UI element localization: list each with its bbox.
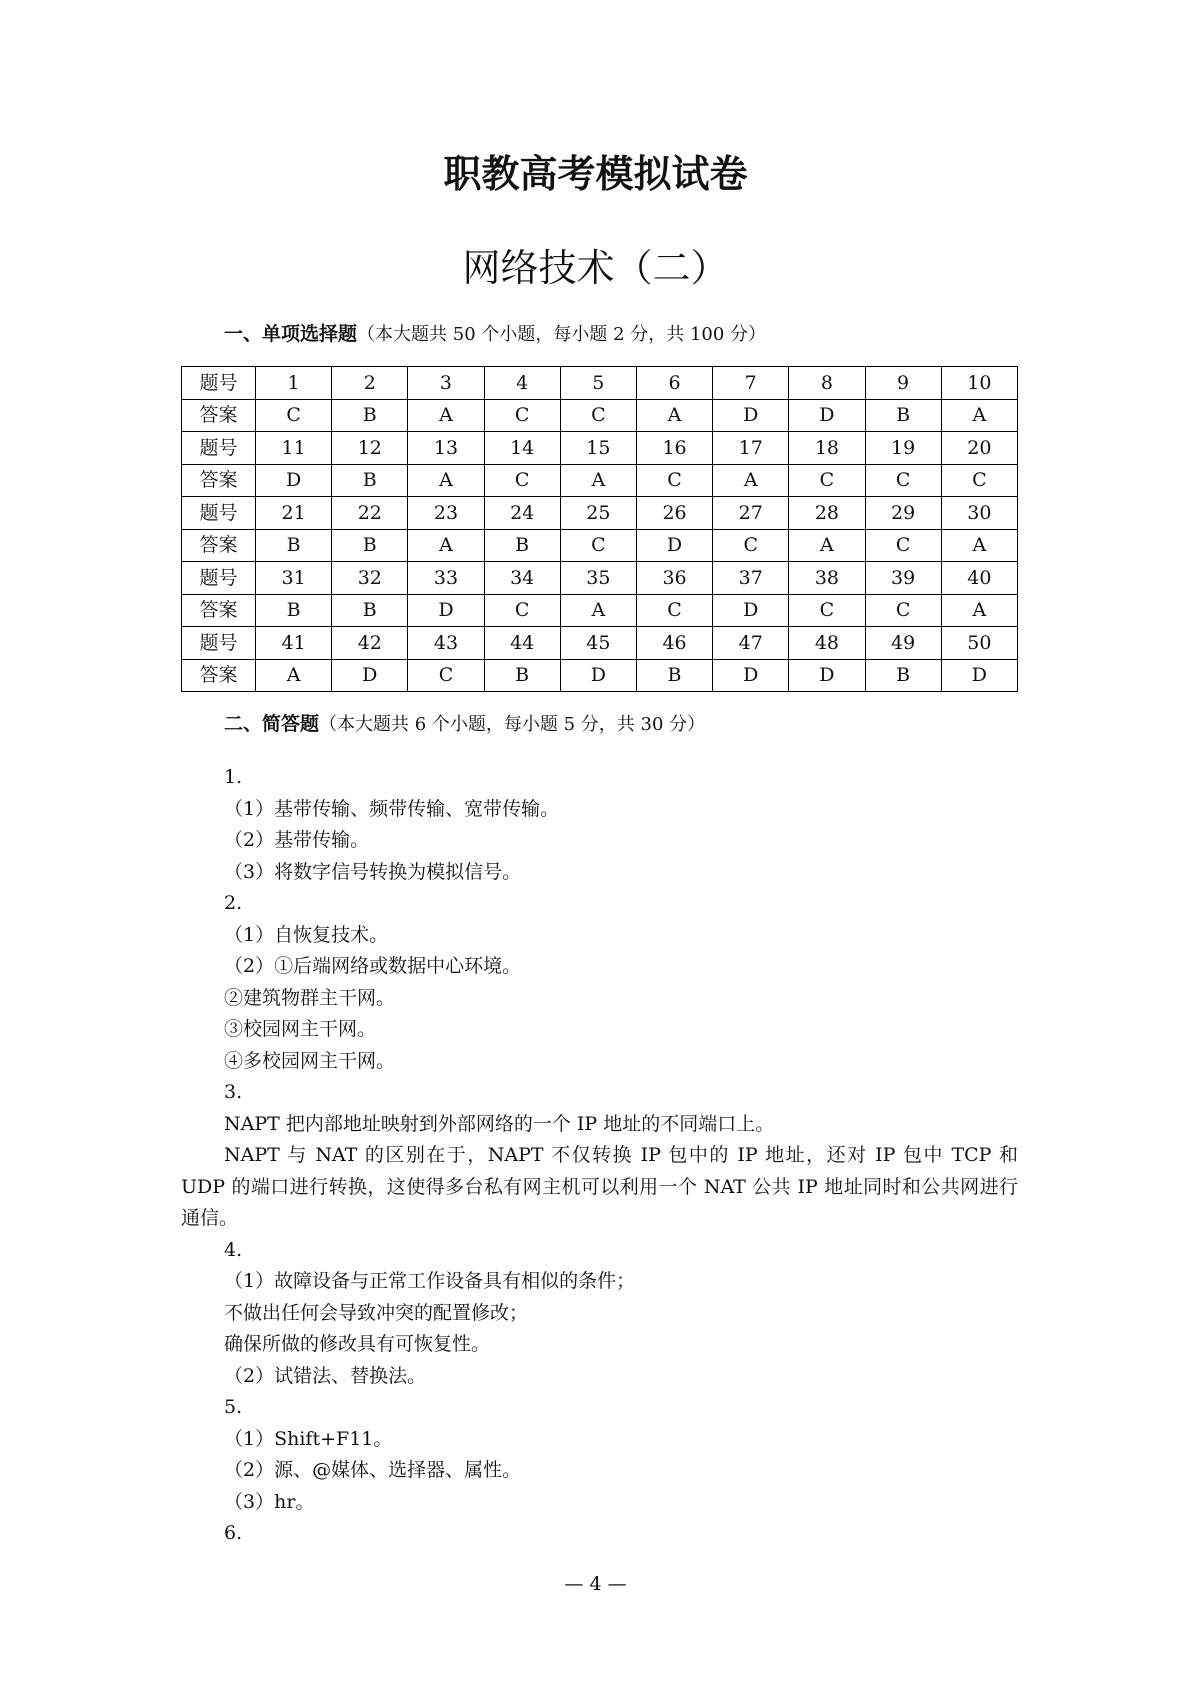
answer-cell: B — [484, 529, 560, 562]
question-number-row — [182, 367, 1018, 400]
answer-cell: B — [256, 529, 332, 562]
answer-cell: A — [408, 399, 484, 432]
question-number-cell: 41 — [256, 627, 332, 660]
answer-line: 5. — [224, 1396, 243, 1418]
question-number-cell: 10 — [941, 367, 1017, 400]
answer-cell: B — [865, 399, 941, 432]
answer-cell: C — [408, 659, 484, 692]
question-number-row-label: 题号 — [182, 367, 256, 400]
answer-row — [182, 529, 1018, 562]
question-number-cell: 44 — [484, 627, 560, 660]
exam-title: 职教高考模拟试卷 — [443, 152, 748, 196]
answer-cell: C — [865, 529, 941, 562]
question-number-cell: 48 — [789, 627, 865, 660]
answer-line: （2）①后端网络或数据中心环境。 — [224, 955, 522, 977]
question-number-cell: 8 — [789, 367, 865, 400]
answer-cell: A — [636, 399, 712, 432]
question-number-cell: 30 — [941, 497, 1017, 530]
question-number-cell: 3 — [408, 367, 484, 400]
answer-cell: D — [789, 659, 865, 692]
section-2-note: （本大题共 6 个小题，每小题 5 分，共 30 分） — [319, 714, 706, 735]
answer-line: （2）基带传输。 — [224, 829, 370, 851]
answer-cell: A — [560, 594, 636, 627]
question-number-cell: 34 — [484, 562, 560, 595]
question-number-cell: 9 — [865, 367, 941, 400]
question-number-cell: 1 — [256, 367, 332, 400]
answer-cell: D — [636, 529, 712, 562]
question-number-cell: 39 — [865, 562, 941, 595]
answer-cell: C — [636, 594, 712, 627]
answer-cell: B — [332, 464, 408, 497]
answer-line: （3）hr。 — [224, 1490, 315, 1513]
answer-row — [182, 594, 1018, 627]
question-number-cell: 43 — [408, 627, 484, 660]
question-number-cell: 11 — [256, 432, 332, 465]
answer-line: （1）Shift+F11。 — [224, 1427, 393, 1450]
question-number-cell: 27 — [713, 497, 789, 530]
page-number: — 4 — — [564, 1573, 627, 1595]
answer-row — [182, 659, 1018, 692]
question-number-cell: 28 — [789, 497, 865, 530]
question-number-row — [182, 562, 1018, 595]
answer-line: （2）试错法、替换法。 — [224, 1364, 427, 1387]
question-number-row — [182, 627, 1018, 660]
answer-cell: A — [713, 464, 789, 497]
answer-cell: A — [789, 529, 865, 562]
question-number-cell: 15 — [560, 432, 636, 465]
answer-cell: D — [256, 464, 332, 497]
answer-line: ②建筑物群主干网。 — [224, 986, 396, 1009]
answer-line: ④多校园网主干网。 — [224, 1049, 396, 1072]
answer-cell: B — [636, 659, 712, 692]
short-answers — [181, 762, 1018, 1550]
question-number-cell: 29 — [865, 497, 941, 530]
question-number-cell: 49 — [865, 627, 941, 660]
question-number-cell: 47 — [713, 627, 789, 660]
question-number-cell: 6 — [636, 367, 712, 400]
answer-line: 4. — [224, 1238, 243, 1261]
answer-cell: A — [941, 529, 1017, 562]
answer-cell: C — [865, 464, 941, 497]
answer-cell: B — [484, 659, 560, 692]
answer-line: ③校园网主干网。 — [224, 1018, 377, 1040]
section-1-title: 一、单项选择题 — [224, 323, 358, 345]
answer-cell: C — [865, 594, 941, 627]
question-number-row — [182, 497, 1018, 530]
answer-cell: A — [560, 464, 636, 497]
question-number-cell: 33 — [408, 562, 484, 595]
question-number-cell: 7 — [713, 367, 789, 400]
question-number-cell: 35 — [560, 562, 636, 595]
answer-cell: A — [256, 659, 332, 692]
answer-cell: D — [332, 659, 408, 692]
question-number-cell: 46 — [636, 627, 712, 660]
answer-row-label: 答案 — [182, 399, 256, 432]
question-number-cell: 18 — [789, 432, 865, 465]
question-number-row — [182, 432, 1018, 465]
question-number-cell: 45 — [560, 627, 636, 660]
question-number-row-label: 题号 — [182, 627, 256, 660]
question-number-cell: 14 — [484, 432, 560, 465]
question-number-cell: 20 — [941, 432, 1017, 465]
question-number-cell: 25 — [560, 497, 636, 530]
question-number-cell: 50 — [941, 627, 1017, 660]
question-number-row-label: 题号 — [182, 432, 256, 465]
answer-cell: C — [484, 399, 560, 432]
answer-line: （1）基带传输、频带传输、宽带传输。 — [224, 797, 560, 820]
question-number-cell: 32 — [332, 562, 408, 595]
question-number-row-label: 题号 — [182, 497, 256, 530]
answer-cell: C — [636, 464, 712, 497]
question-number-cell: 26 — [636, 497, 712, 530]
question-number-cell: 2 — [332, 367, 408, 400]
question-number-cell: 17 — [713, 432, 789, 465]
answer-line: （1）故障设备与正常工作设备具有相似的条件； — [224, 1270, 636, 1292]
question-number-cell: 13 — [408, 432, 484, 465]
section-1-note: （本大题共 50 个小题，每小题 2 分，共 100 分） — [357, 324, 767, 345]
answer-row-label: 答案 — [182, 659, 256, 692]
answer-line: 1. — [224, 766, 243, 788]
answer-cell: D — [560, 659, 636, 692]
section-1-heading — [224, 320, 766, 349]
question-number-row-label: 题号 — [182, 562, 256, 595]
answer-line: （1）自恢复技术。 — [224, 923, 389, 946]
question-number-cell: 24 — [484, 497, 560, 530]
question-number-cell: 31 — [256, 562, 332, 595]
question-number-cell: 38 — [789, 562, 865, 595]
answer-row-label: 答案 — [182, 594, 256, 627]
answer-cell: C — [789, 464, 865, 497]
answer-row — [182, 399, 1018, 432]
answer-cell: B — [865, 659, 941, 692]
question-number-cell: 16 — [636, 432, 712, 465]
answer-line: 2. — [224, 892, 243, 914]
answer-cell: C — [560, 529, 636, 562]
question-number-cell: 4 — [484, 367, 560, 400]
exam-subtitle: 网络技术（二） — [462, 246, 729, 290]
question-number-cell: 23 — [408, 497, 484, 530]
answer-cell: B — [256, 594, 332, 627]
answer-cell: D — [789, 399, 865, 432]
answer-line: （2）源、@媒体、选择器、属性。 — [224, 1459, 522, 1481]
question-number-cell: 12 — [332, 432, 408, 465]
answer-line: 确保所做的修改具有可恢复性。 — [224, 1333, 491, 1355]
answer-cell: B — [332, 529, 408, 562]
answer-cell: C — [713, 529, 789, 562]
answer-cell: C — [789, 594, 865, 627]
question-number-cell: 5 — [560, 367, 636, 400]
answer-cell: D — [713, 594, 789, 627]
answer-cell: D — [941, 659, 1017, 692]
answer-cell: C — [256, 399, 332, 432]
answer-row-label: 答案 — [182, 529, 256, 562]
answer-cell: C — [941, 464, 1017, 497]
question-number-cell: 22 — [332, 497, 408, 530]
answer-row — [182, 464, 1018, 497]
answer-paragraph: NAPT 与 NAT 的区别在于，NAPT 不仅转换 IP 包中的 IP 地址，还对 IP 包中 TCP 和 UDP 的端口进行转换，这使得多台私有网主机可以利用一个 NAT 公共 IP 地址同时和公共网进行通信。 — [181, 1144, 1018, 1229]
answer-line: 不做出任何会导致冲突的配置修改； — [224, 1301, 529, 1324]
section-2-heading — [224, 710, 705, 739]
answer-line: NAPT 把内部地址映射到外部网络的一个 IP 地址的不同端口上。 — [224, 1112, 775, 1135]
answer-cell: C — [484, 594, 560, 627]
answer-cell: C — [560, 399, 636, 432]
answer-cell: D — [713, 659, 789, 692]
answer-cell: C — [484, 464, 560, 497]
answer-cell: A — [941, 594, 1017, 627]
question-number-cell: 21 — [256, 497, 332, 530]
answer-cell: A — [408, 464, 484, 497]
question-number-cell: 19 — [865, 432, 941, 465]
answer-table — [181, 366, 1018, 692]
answer-table-body — [182, 367, 1018, 692]
answer-line: （3）将数字信号转换为模拟信号。 — [224, 860, 522, 883]
question-number-cell: 42 — [332, 627, 408, 660]
question-number-cell: 37 — [713, 562, 789, 595]
answer-cell: D — [713, 399, 789, 432]
answer-cell: D — [408, 594, 484, 627]
answer-cell: A — [408, 529, 484, 562]
answer-cell: A — [941, 399, 1017, 432]
section-2-title: 二、简答题 — [224, 713, 320, 735]
question-number-cell: 40 — [941, 562, 1017, 595]
answer-row-label: 答案 — [182, 464, 256, 497]
answer-line: 3. — [224, 1081, 243, 1103]
answer-line: 6. — [224, 1522, 243, 1544]
question-number-cell: 36 — [636, 562, 712, 595]
answer-cell: B — [332, 594, 408, 627]
answer-cell: B — [332, 399, 408, 432]
